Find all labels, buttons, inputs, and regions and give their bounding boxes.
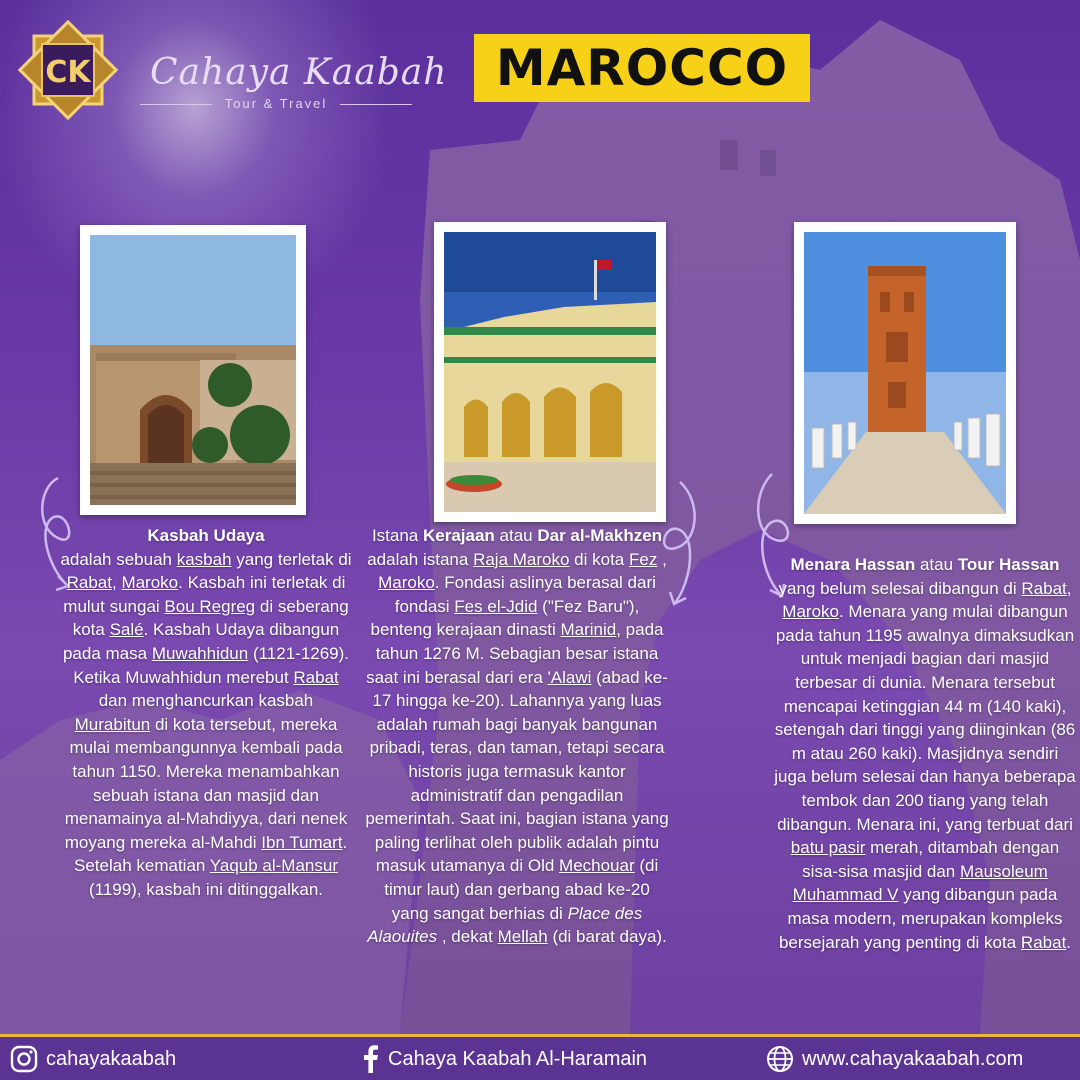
photo-frame-kasbah-udaya (80, 225, 306, 515)
inline-link[interactable]: Ibn Tumart (261, 832, 343, 852)
bold-term: Dar al-Makhzen (537, 526, 663, 545)
card-text-kasbah-udaya (60, 524, 352, 902)
inline-link[interactable]: Rabat (293, 667, 339, 687)
text-run: . (1066, 932, 1072, 952)
inline-link[interactable]: Muwahhidun (151, 643, 249, 663)
inline-link[interactable]: Marinid (560, 620, 617, 640)
text-run: di kota tersebut, mereka mulai membangunnya kembali pada tahun 1150. Mereka menambahkan sebuah istana dan masjid dan menamainya al-Mahdiyya, dari nenek moyang mereka al-Mahdi (64, 714, 348, 852)
text-run: , (1066, 578, 1072, 598)
inline-link[interactable]: Salé (109, 620, 144, 640)
text-run: Istana (371, 526, 423, 545)
text-run: yang terletak di (231, 549, 352, 569)
text-run: (1199), kasbah ini ditinggalkan. (88, 879, 324, 899)
website-url: www.cahayakaabah.com (802, 1047, 1024, 1070)
inline-link[interactable]: 'Alawi (547, 667, 592, 687)
card-text-royal-palace (364, 524, 670, 949)
text-run: , dekat (437, 927, 498, 947)
inline-link[interactable]: Yaqub al-Mansur (209, 856, 338, 876)
hassan-tower-photo (804, 232, 1006, 514)
text-run: . Fondasi aslinya berasal dari fondasi (394, 573, 656, 616)
text-run: atau (494, 526, 538, 545)
globe-icon (766, 1045, 794, 1073)
photo-frame-royal-palace (434, 222, 666, 522)
brand-name: Cahaya Kaabah (150, 52, 448, 93)
inline-link[interactable]: batu pasir (790, 838, 866, 858)
brand-tagline: Tour & Travel (140, 96, 412, 111)
footer-facebook[interactable] (362, 1045, 647, 1073)
inline-link[interactable]: Fez (629, 549, 658, 569)
facebook-page-name: Cahaya Kaabah Al-Haramain (388, 1047, 648, 1070)
text-run: yang dibangun pada masa modern, merupakan kompleks bersejarah yang penting di kota (778, 885, 1063, 952)
photo-frame-hassan-tower (794, 222, 1016, 524)
ck-badge-icon (18, 20, 118, 120)
inline-link[interactable]: kasbah (176, 549, 232, 569)
footer-bar (0, 1037, 1080, 1080)
royal-palace-fez-photo (444, 232, 656, 512)
text-run: (1121-1269). Ketika Muwahhidun merebut (73, 643, 350, 687)
inline-link[interactable]: Rabat (66, 573, 112, 593)
inline-link[interactable]: Maroko (782, 602, 839, 622)
page-title: MAROCCO (495, 39, 789, 97)
inline-link[interactable]: Maroko (121, 573, 179, 593)
svg-text:CK: CK (45, 55, 91, 90)
text-run: adalah istana (367, 549, 474, 569)
bold-term: Kerajaan (422, 526, 495, 545)
text-run: , (111, 573, 122, 593)
inline-link[interactable]: Mellah (497, 927, 548, 947)
instagram-handle: cahayakaabah (46, 1047, 177, 1070)
inline-link[interactable]: Rabat (1021, 578, 1067, 598)
text-run: Place des Alaouites (367, 903, 643, 947)
bold-term: Menara Hassan (790, 555, 916, 574)
bold-term: Tour Hassan (957, 555, 1060, 574)
text-run: (abad ke-17 hingga ke-20). Lahannya yang luas adalah rumah bagi banyak bangunan pribadi, teras, dan taman, tetapi secara historis juga termasuk kantor administratif dan pengadilan pemerintah. Saat ini, bagian istana yang paling terlihat oleh publik adalah pintu masuk utamanya di Old (365, 667, 669, 876)
footer-instagram[interactable] (10, 1045, 176, 1073)
inline-link[interactable]: Murabitun (74, 714, 151, 734)
inline-link[interactable]: Mausoleum Muhammad V (792, 861, 1048, 905)
text-run: atau (915, 555, 958, 574)
text-run: , (657, 549, 667, 569)
text-run: ("Fez Baru"), benteng kerajaan dinasti (370, 596, 640, 640)
inline-link[interactable]: Maroko (378, 573, 435, 593)
text-run: adalah sebuah (60, 549, 177, 569)
text-run: . Kasbah Udaya dibangun pada masa (62, 620, 340, 663)
inline-link[interactable]: Bou Regreg (164, 596, 256, 616)
inline-link[interactable]: Fes el-Jdid (454, 596, 538, 616)
text-run: (di timur laut) dan gerbang abad ke-20 yang sangat berhias di (384, 856, 659, 923)
text-run: yang belum selesai dibangun di (778, 578, 1022, 598)
instagram-icon (10, 1045, 38, 1073)
inline-link[interactable]: Raja Maroko (473, 549, 570, 569)
text-run: . Menara yang mulai dibangun pada tahun 1195 awalnya dimaksudkan untuk menjadi bagian dari masjid terbesar di dunia. Menara tersebut mencapai ketinggian 44 m (140 kaki), setengah dari tinggi yang diinginkan (86 m atau 260 kaki). Masjidnya sendiri juga belum selesai dan hanya beberapa tembok dan 200 tiang yang telah dibangun. Menara ini, yang terbuat dari (774, 602, 1076, 834)
text-run: dan menghancurkan kasbah (98, 691, 314, 711)
text-run: di seberang kota (72, 596, 349, 640)
card-text-hassan-tower (774, 553, 1076, 954)
footer-website[interactable] (766, 1045, 1023, 1073)
bold-term: Kasbah Udaya (147, 526, 265, 545)
facebook-icon (362, 1045, 380, 1073)
brand-logo (18, 20, 448, 120)
kasbah-udaya-gate-photo (90, 235, 296, 505)
text-run: , pada tahun 1276 M. Sebagian besar istana saat ini berasal dari era (366, 620, 664, 687)
text-run: (di barat daya). (547, 927, 667, 947)
inline-link[interactable]: Rabat (1020, 932, 1067, 952)
inline-link[interactable]: Mechouar (559, 856, 635, 876)
title-banner (474, 34, 810, 102)
text-run: . Setelah kematian (74, 832, 348, 876)
text-run: merah, ditambah dengan sisa-sisa masjid dan (802, 838, 1060, 881)
text-run: di kota (569, 549, 629, 569)
text-run: . Kasbah ini terletak di mulut sungai (63, 573, 346, 616)
